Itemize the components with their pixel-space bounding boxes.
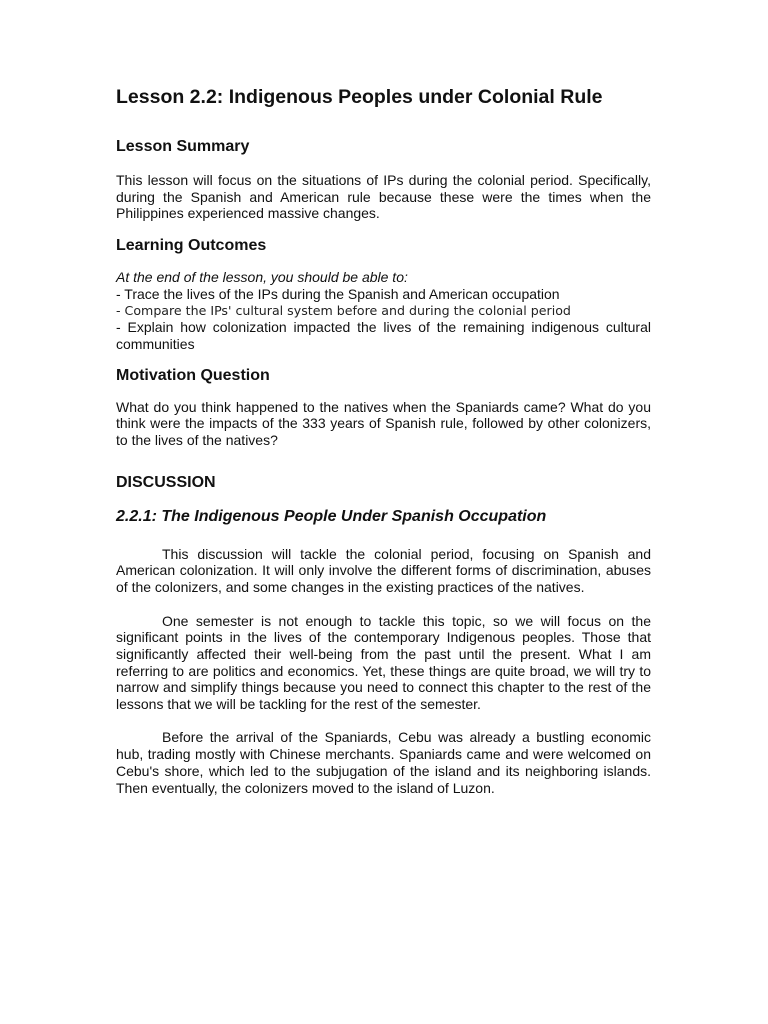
motivation-question-text: What do you think happened to the natives when the Spaniards came? What do you think were the impacts of the 333 years of Spanish rule, followed by other colonizers, to the lives of the natives? <box>116 398 651 449</box>
document-page <box>116 84 651 813</box>
discussion-subheading: 2.2.1: The Indigenous People Under Spanish Occupation <box>116 507 547 525</box>
lesson-summary-heading: Lesson Summary <box>116 138 250 155</box>
discussion-heading: DISCUSSION <box>116 473 216 491</box>
page-title: Lesson 2.2: Indigenous Peoples under Colonial Rule <box>116 86 603 108</box>
lesson-summary-text: This lesson will focus on the situations of IPs during the colonial period. Specifically, during the Spanish and American rule because these were the times when the Philippines experienced massive changes. <box>116 172 651 222</box>
motivation-question-heading: Motivation Question <box>116 366 270 384</box>
outcome-item: - Explain how colonization impacted the lives of the remaining indigenous cultural communities <box>116 319 651 352</box>
learning-outcomes-list <box>116 269 651 353</box>
outcome-item: - Compare the IPs' cultural system before and during the colonial period <box>116 302 571 318</box>
discussion-paragraph: One semester is not enough to tackle this topic, so we will focus on the significant points in the lives of the contemporary Indigenous peoples. Those that significantly affected their well-being from the past until the present. What I am referring to are politics and economics. Yet, these things are quite broad, we will try to narrow and simplify things because you need to connect this chapter to the rest of the lessons that we will be tackling for the rest of the semester. <box>116 612 651 713</box>
learning-outcomes-heading: Learning Outcomes <box>116 237 267 255</box>
outcome-item: - Trace the lives of the IPs during the Spanish and American occupation <box>116 285 560 302</box>
discussion-paragraph: Before the arrival of the Spaniards, Cebu was already a bustling economic hub, trading mostly with Chinese merchants. Spaniards came and were welcomed on Cebu's shore, which led to the subjugation of the island and its neighboring islands. Then eventually, the colonizers moved to the island of Luzon. <box>116 729 651 796</box>
outcomes-intro: At the end of the lesson, you should be able to: <box>116 269 408 286</box>
discussion-paragraph: This discussion will tackle the colonial period, focusing on Spanish and American colonization. It will only involve the different forms of discrimination, abuses of the colonizers, and some changes in the existing practices of the natives. <box>116 545 651 596</box>
